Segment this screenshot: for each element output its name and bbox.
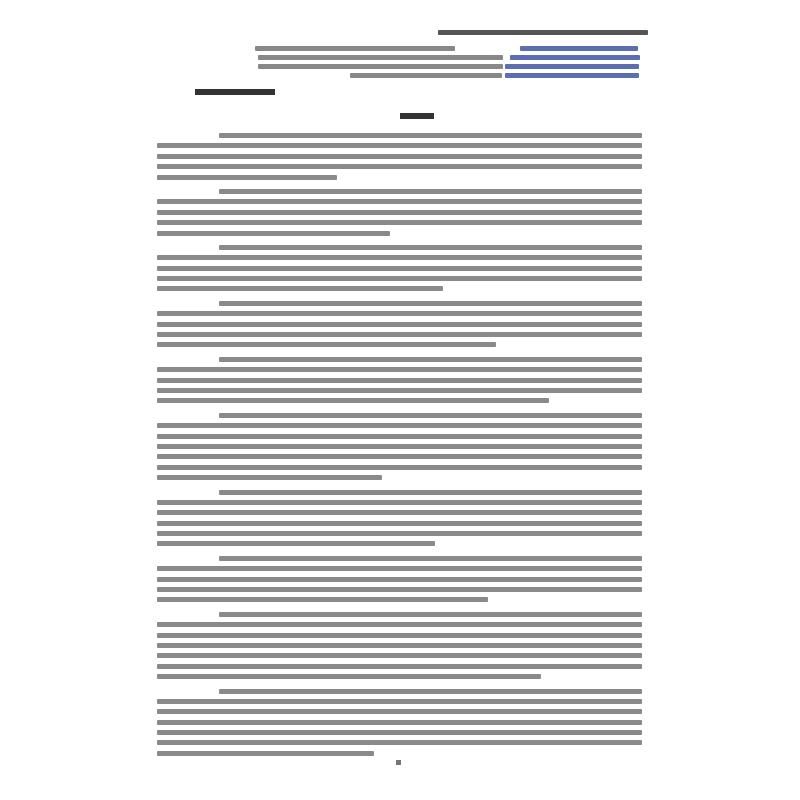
text-line (157, 521, 642, 526)
paragraph (157, 556, 642, 603)
text-line (157, 454, 642, 459)
text-line (157, 465, 642, 470)
text-line (157, 500, 642, 505)
header-link[interactable] (520, 46, 638, 51)
text-line (157, 220, 642, 225)
text-line (157, 653, 642, 658)
text-line (219, 413, 642, 418)
paragraph (157, 490, 642, 547)
text-line (157, 475, 382, 480)
text-line (219, 689, 642, 694)
text-line (157, 720, 642, 725)
header-line (258, 64, 503, 69)
paragraph (157, 301, 642, 348)
text-line (157, 643, 642, 648)
text-line (157, 531, 642, 536)
text-line (157, 342, 496, 347)
text-line (157, 434, 642, 439)
header-link[interactable] (505, 64, 639, 69)
author-name (195, 89, 275, 95)
text-line (157, 751, 374, 756)
header-line (350, 73, 502, 78)
text-line (157, 199, 642, 204)
text-line (157, 311, 642, 316)
text-line (219, 301, 642, 306)
paragraph (157, 245, 642, 292)
text-line (219, 612, 642, 617)
text-line (157, 566, 642, 571)
header-link[interactable] (505, 73, 639, 78)
text-line (157, 577, 642, 582)
text-line (157, 378, 642, 383)
text-line (219, 189, 642, 194)
header-line (258, 55, 503, 60)
text-line (157, 154, 642, 159)
header-line (255, 46, 455, 51)
paragraph (157, 689, 642, 756)
text-line (157, 674, 541, 679)
text-line (157, 597, 488, 602)
text-line (157, 388, 642, 393)
text-line (157, 541, 435, 546)
text-line (219, 490, 642, 495)
paragraph (157, 133, 642, 180)
paragraph (157, 612, 642, 679)
running-header (438, 30, 648, 35)
text-line (157, 255, 642, 260)
text-line (157, 730, 642, 735)
text-line (157, 664, 642, 669)
text-line (157, 740, 642, 745)
text-line (157, 210, 642, 215)
text-line (219, 245, 642, 250)
text-line (157, 423, 642, 428)
text-line (157, 709, 642, 714)
text-line (157, 367, 642, 372)
page-number (396, 760, 401, 765)
text-line (219, 133, 642, 138)
text-line (157, 143, 642, 148)
story-body (157, 133, 642, 765)
text-line (157, 322, 642, 327)
paragraph (157, 189, 642, 236)
text-line (157, 398, 549, 403)
paragraph (157, 413, 642, 480)
text-line (157, 633, 642, 638)
text-line (157, 622, 642, 627)
text-line (157, 175, 337, 180)
text-line (157, 444, 642, 449)
text-line (219, 357, 642, 362)
header-link[interactable] (510, 55, 640, 60)
paragraph (157, 357, 642, 404)
text-line (157, 286, 443, 291)
text-line (157, 266, 642, 271)
text-line (219, 556, 642, 561)
text-line (157, 164, 642, 169)
story-title (400, 113, 434, 119)
text-line (157, 510, 642, 515)
text-line (157, 231, 390, 236)
text-line (157, 587, 642, 592)
text-line (157, 699, 642, 704)
text-line (157, 332, 642, 337)
text-line (157, 276, 642, 281)
